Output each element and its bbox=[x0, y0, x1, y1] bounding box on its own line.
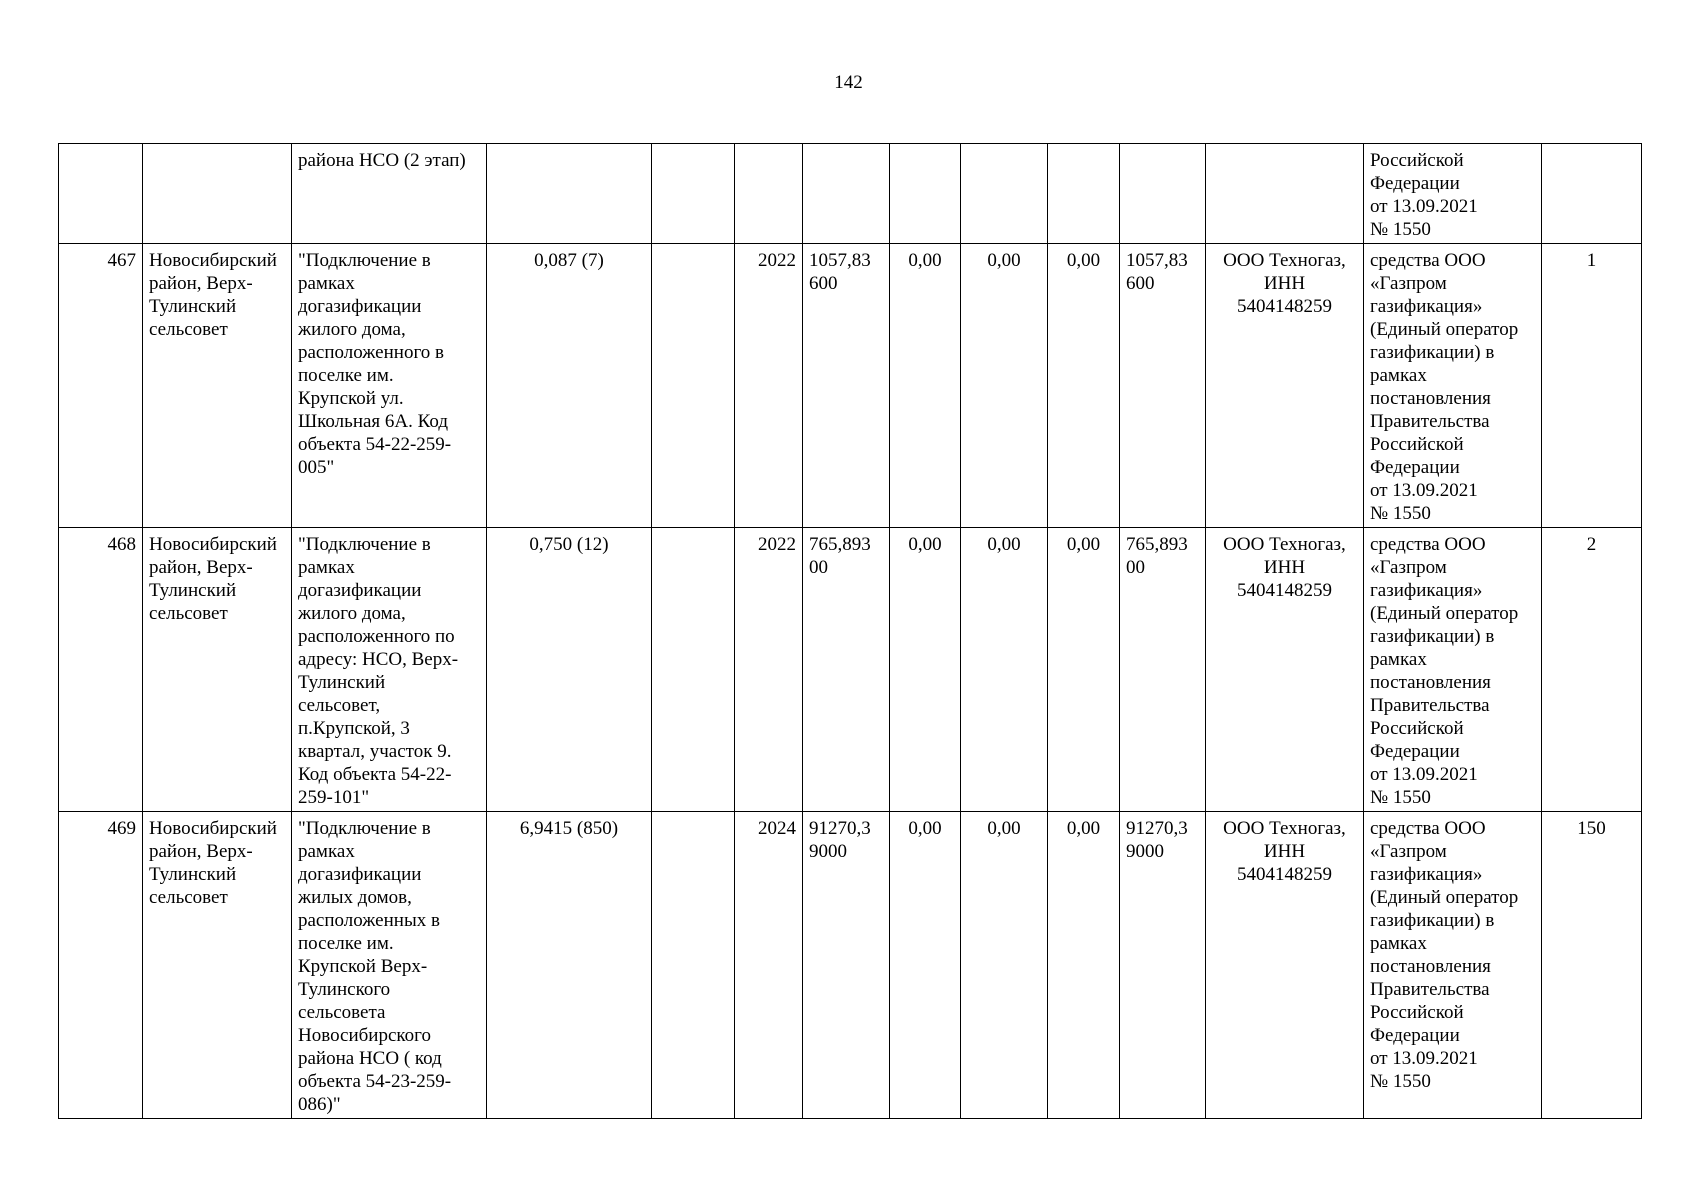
cell-v1: 0,00 bbox=[890, 244, 961, 528]
text-line: рамках bbox=[298, 273, 355, 294]
text-line: Российской bbox=[1370, 718, 1464, 739]
text-line: Новосибирский bbox=[149, 534, 277, 555]
text-line: Новосибирского bbox=[298, 1025, 431, 1046]
cell-empty bbox=[652, 144, 735, 244]
table-body bbox=[59, 144, 1642, 1119]
text-line: ООО Техногаз, bbox=[1223, 534, 1346, 555]
cell-v3 bbox=[1048, 144, 1120, 244]
cell-year: 2024 bbox=[735, 812, 803, 1119]
cell-length: 6,9415 (850) bbox=[487, 812, 652, 1119]
cell-total bbox=[803, 812, 890, 1119]
cell-v2 bbox=[961, 144, 1048, 244]
text-line: адресу: НСО, Верх- bbox=[298, 649, 459, 670]
text-line: средства ООО bbox=[1370, 818, 1486, 839]
cell-length bbox=[487, 144, 652, 244]
text-line: район, Верх- bbox=[149, 557, 253, 578]
cell-count: 1 bbox=[1542, 244, 1642, 528]
text-line: объекта 54-23-259- bbox=[298, 1071, 452, 1092]
cell-no: 469 bbox=[59, 812, 143, 1119]
cell-empty bbox=[652, 528, 735, 812]
text-line: рамках bbox=[298, 557, 355, 578]
text-line: № 1550 bbox=[1370, 219, 1431, 240]
text-line: Код объекта 54-22- bbox=[298, 764, 452, 785]
cell-name bbox=[292, 812, 487, 1119]
text-line: постановления bbox=[1370, 672, 1491, 693]
text-line: сельсовет bbox=[149, 887, 228, 908]
text-line: 1057,83 bbox=[1126, 250, 1188, 271]
text-line: Федерации bbox=[1370, 173, 1460, 194]
cell-source bbox=[1364, 528, 1542, 812]
text-line: Правительства bbox=[1370, 979, 1490, 1000]
cell-v1: 0,00 bbox=[890, 812, 961, 1119]
text-line: поселке им. bbox=[298, 365, 394, 386]
cell-v2: 0,00 bbox=[961, 528, 1048, 812]
cell-district bbox=[143, 528, 292, 812]
text-line: 91270,3 bbox=[809, 818, 871, 839]
text-line: 5404148259 bbox=[1237, 580, 1332, 601]
text-line: 765,893 bbox=[1126, 534, 1188, 555]
text-line: средства ООО bbox=[1370, 250, 1486, 271]
cell-v3: 0,00 bbox=[1048, 812, 1120, 1119]
text-line: от 13.09.2021 bbox=[1370, 764, 1478, 785]
text-line: ИНН bbox=[1263, 557, 1306, 578]
text-line: района НСО ( код bbox=[298, 1048, 442, 1069]
text-line: жилого дома, bbox=[298, 319, 406, 340]
text-line: 086)" bbox=[298, 1094, 341, 1115]
cell-executor bbox=[1206, 812, 1364, 1119]
text-line: рамках bbox=[1370, 649, 1427, 670]
cell-other bbox=[1120, 244, 1206, 528]
text-line: 005" bbox=[298, 457, 335, 478]
text-line: Новосибирский bbox=[149, 818, 277, 839]
cell-length: 0,750 (12) bbox=[487, 528, 652, 812]
text-line: район, Верх- bbox=[149, 273, 253, 294]
cell-count: 150 bbox=[1542, 812, 1642, 1119]
text-line: поселке им. bbox=[298, 933, 394, 954]
cell-executor bbox=[1206, 244, 1364, 528]
text-line: 600 bbox=[1126, 273, 1155, 294]
table-row bbox=[59, 244, 1642, 528]
text-line: № 1550 bbox=[1370, 503, 1431, 524]
text-line: сельсовет bbox=[149, 603, 228, 624]
text-line: (Единый оператор bbox=[1370, 319, 1519, 340]
text-line: расположенных в bbox=[298, 910, 440, 931]
cell-v2: 0,00 bbox=[961, 812, 1048, 1119]
cell-v3: 0,00 bbox=[1048, 528, 1120, 812]
text-line: газификация» bbox=[1370, 296, 1483, 317]
text-line: 5404148259 bbox=[1237, 864, 1332, 885]
text-line: газификации) в bbox=[1370, 342, 1495, 363]
table-row bbox=[59, 528, 1642, 812]
text-line: средства ООО bbox=[1370, 534, 1486, 555]
text-line: п.Крупской, 3 bbox=[298, 718, 410, 739]
cell-v2: 0,00 bbox=[961, 244, 1048, 528]
text-line: догазификации bbox=[298, 296, 422, 317]
cell-empty bbox=[652, 244, 735, 528]
text-line: Правительства bbox=[1370, 411, 1490, 432]
text-line: Федерации bbox=[1370, 457, 1460, 478]
text-line: район, Верх- bbox=[149, 841, 253, 862]
text-line: 1057,83 bbox=[809, 250, 871, 271]
text-line: 9000 bbox=[1126, 841, 1164, 862]
cell-count: 2 bbox=[1542, 528, 1642, 812]
cell-district bbox=[143, 144, 292, 244]
text-line: объекта 54-22-259- bbox=[298, 434, 452, 455]
text-line: жилых домов, bbox=[298, 887, 412, 908]
cell-other bbox=[1120, 144, 1206, 244]
text-line: ИНН bbox=[1263, 273, 1306, 294]
cell-year: 2022 bbox=[735, 244, 803, 528]
text-line: "Подключение в bbox=[298, 250, 431, 271]
cell-v1 bbox=[890, 144, 961, 244]
text-line: 00 bbox=[809, 557, 828, 578]
text-line: ООО Техногаз, bbox=[1223, 250, 1346, 271]
cell-other bbox=[1120, 812, 1206, 1119]
text-line: 600 bbox=[809, 273, 838, 294]
cell-year bbox=[735, 144, 803, 244]
text-line: Правительства bbox=[1370, 695, 1490, 716]
cell-no bbox=[59, 144, 143, 244]
text-line: ООО Техногаз, bbox=[1223, 818, 1346, 839]
text-line: Тулинского bbox=[298, 979, 391, 1000]
cell-no: 467 bbox=[59, 244, 143, 528]
cell-name bbox=[292, 244, 487, 528]
text-line: сельсовет bbox=[149, 319, 228, 340]
text-line: газификации) в bbox=[1370, 626, 1495, 647]
text-line: Федерации bbox=[1370, 741, 1460, 762]
cell-total bbox=[803, 144, 890, 244]
text-line: ИНН bbox=[1263, 841, 1306, 862]
text-line: расположенного в bbox=[298, 342, 444, 363]
cell-v3: 0,00 bbox=[1048, 244, 1120, 528]
text-line: Федерации bbox=[1370, 1025, 1460, 1046]
text-line: газификация» bbox=[1370, 580, 1483, 601]
text-line: Новосибирский bbox=[149, 250, 277, 271]
cell-no: 468 bbox=[59, 528, 143, 812]
text-line: (Единый оператор bbox=[1370, 603, 1519, 624]
cell-length: 0,087 (7) bbox=[487, 244, 652, 528]
cell-total bbox=[803, 244, 890, 528]
text-line: Тулинский bbox=[149, 580, 237, 601]
text-line: «Газпром bbox=[1370, 273, 1447, 294]
text-line: Российской bbox=[1370, 434, 1464, 455]
text-line: догазификации bbox=[298, 580, 422, 601]
text-line: газификации) в bbox=[1370, 910, 1495, 931]
cell-count bbox=[1542, 144, 1642, 244]
text-line: Тулинский bbox=[149, 296, 237, 317]
text-line: рамках bbox=[298, 841, 355, 862]
cell-empty bbox=[652, 812, 735, 1119]
text-line: 00 bbox=[1126, 557, 1145, 578]
text-line: Крупской ул. bbox=[298, 388, 404, 409]
continuation-row bbox=[59, 144, 1642, 244]
cell-executor bbox=[1206, 528, 1364, 812]
text-line: «Газпром bbox=[1370, 557, 1447, 578]
text-line: квартал, участок 9. bbox=[298, 741, 452, 762]
text-line: № 1550 bbox=[1370, 1071, 1431, 1092]
text-line: сельсовет, bbox=[298, 695, 381, 716]
text-line: 259-101" bbox=[298, 787, 370, 808]
text-line: постановления bbox=[1370, 956, 1491, 977]
text-line: № 1550 bbox=[1370, 787, 1431, 808]
text-line: Российской bbox=[1370, 150, 1464, 171]
cell-source bbox=[1364, 244, 1542, 528]
text-line: жилого дома, bbox=[298, 603, 406, 624]
text-line: Школьная 6А. Код bbox=[298, 411, 448, 432]
page-number: 142 bbox=[834, 72, 863, 93]
cell-district bbox=[143, 244, 292, 528]
text-line: Российской bbox=[1370, 1002, 1464, 1023]
text-line: от 13.09.2021 bbox=[1370, 480, 1478, 501]
text-line: от 13.09.2021 bbox=[1370, 1048, 1478, 1069]
cell-other bbox=[1120, 528, 1206, 812]
text-line: сельсовета bbox=[298, 1002, 386, 1023]
text-line: рамках bbox=[1370, 365, 1427, 386]
text-line: "Подключение в bbox=[298, 534, 431, 555]
cell-name: района НСО (2 этап) bbox=[292, 144, 487, 244]
text-line: расположенного по bbox=[298, 626, 455, 647]
cell-name bbox=[292, 528, 487, 812]
text-line: 91270,3 bbox=[1126, 818, 1188, 839]
table-row bbox=[59, 812, 1642, 1119]
text-line: Тулинский bbox=[149, 864, 237, 885]
text-line: 5404148259 bbox=[1237, 296, 1332, 317]
text-line: «Газпром bbox=[1370, 841, 1447, 862]
text-line: постановления bbox=[1370, 388, 1491, 409]
text-line: газификация» bbox=[1370, 864, 1483, 885]
text-line: "Подключение в bbox=[298, 818, 431, 839]
program-table bbox=[58, 143, 1642, 1119]
text-line: 765,893 bbox=[809, 534, 871, 555]
cell-executor bbox=[1206, 144, 1364, 244]
text-line: рамках bbox=[1370, 933, 1427, 954]
cell-district bbox=[143, 812, 292, 1119]
text-line: Крупской Верх- bbox=[298, 956, 428, 977]
cell-v1: 0,00 bbox=[890, 528, 961, 812]
text-line: Тулинский bbox=[298, 672, 386, 693]
text-line: 9000 bbox=[809, 841, 847, 862]
cell-total bbox=[803, 528, 890, 812]
cell-source bbox=[1364, 144, 1542, 244]
text-line: догазификации bbox=[298, 864, 422, 885]
text-line: (Единый оператор bbox=[1370, 887, 1519, 908]
cell-source bbox=[1364, 812, 1542, 1119]
cell-year: 2022 bbox=[735, 528, 803, 812]
text-line: от 13.09.2021 bbox=[1370, 196, 1478, 217]
